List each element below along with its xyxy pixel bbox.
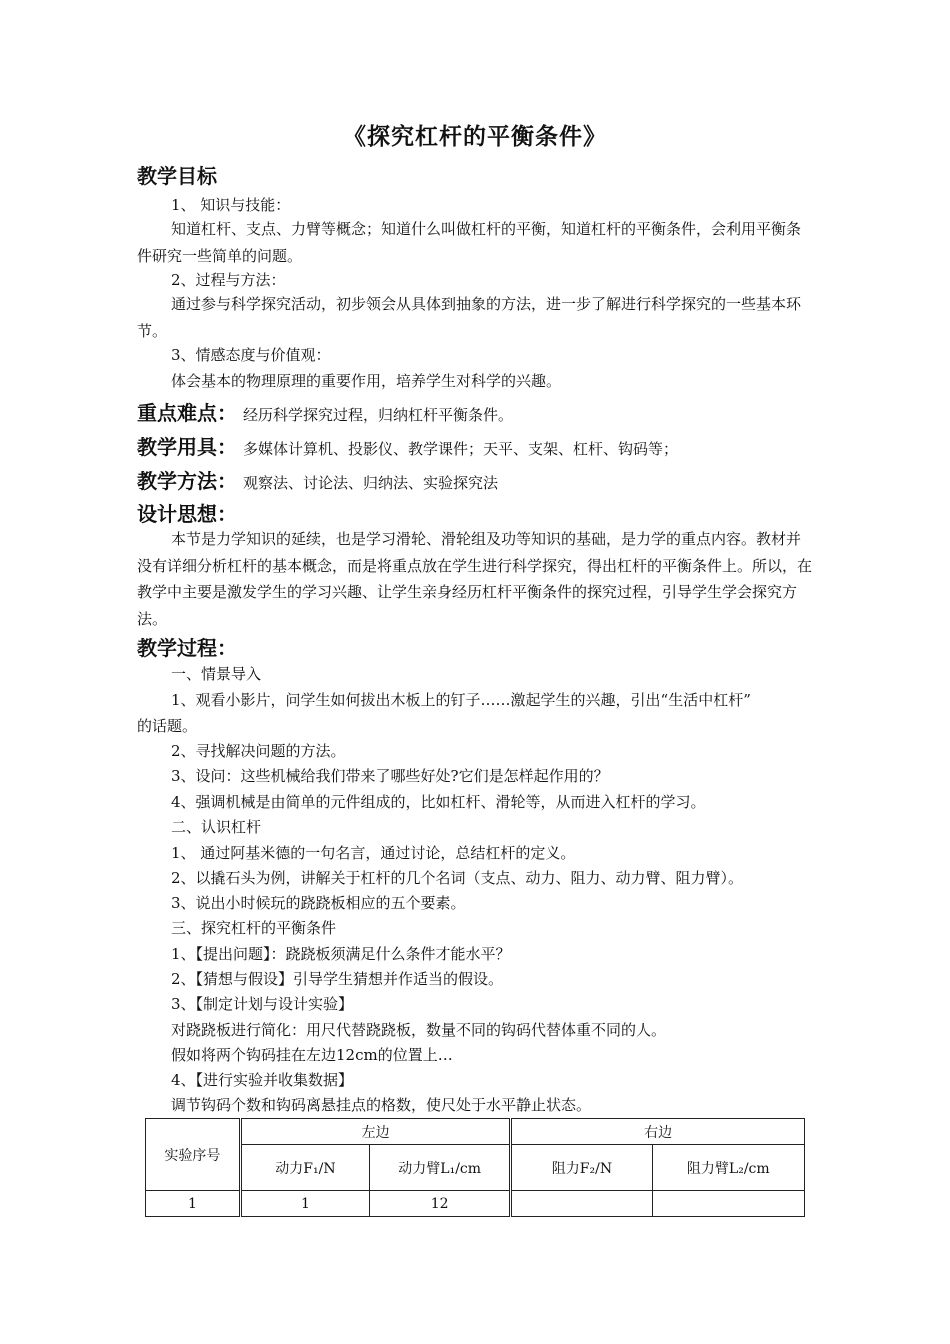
goal-1-text: 知道杠杆、支点、力臂等概念；知道什么叫做杠杆的平衡，知道杠杆的平衡条件，会利用平衡条件研究一些简单的问题。 <box>137 220 802 265</box>
header-left: 左边 <box>240 1119 510 1145</box>
goal-2-label: 2、过程与方法： <box>171 271 286 289</box>
goal-3-label: 3、情感态度与价值观： <box>171 346 331 364</box>
goal-3-text: 体会基本的物理原理的重要作用，培养学生对科学的兴趣。 <box>171 372 562 390</box>
process-s3-4: 4、【进行实验并收集数据】 <box>171 1071 354 1089</box>
process-s1: 一、情景导入 <box>171 665 262 683</box>
heading-process: 教学过程： <box>137 636 237 660</box>
cell-l2 <box>652 1191 804 1217</box>
process-s1-1a: 1、观看小影片，问学生如何拔出木板上的钉子……激起学生的兴趣，引出“生活中杠杆” <box>171 691 751 709</box>
process-s3: 三、探究杠杆的平衡条件 <box>171 919 337 937</box>
cell-f2 <box>511 1191 652 1217</box>
cell-l1: 12 <box>370 1191 511 1217</box>
process-s1-1b: 的话题。 <box>137 717 198 735</box>
header-f1: 动力F₁/N <box>240 1145 369 1191</box>
process-s1-2: 2、寻找解决问题的方法。 <box>171 742 346 760</box>
data-table <box>145 1118 805 1217</box>
table-row <box>146 1191 805 1217</box>
process-s1-4: 4、强调机械是由简单的元件组成的，比如杠杆、滑轮等，从而进入杠杆的学习。 <box>171 793 706 811</box>
process-s3-3: 3、【制定计划与设计实验】 <box>171 995 354 1013</box>
goal-2-text: 通过参与科学探究活动，初步领会从具体到抽象的方法，进一步了解进行科学探究的一些基本环节。 <box>137 295 802 340</box>
cell-f1: 1 <box>240 1191 369 1217</box>
header-f2: 阻力F₂/N <box>511 1145 652 1191</box>
process-s3-4a: 调节钩码个数和钩码离悬挂点的格数，使尺处于水平静止状态。 <box>171 1096 592 1114</box>
process-s1-3: 3、设问：这些机械给我们带来了哪些好处?它们是怎样起作用的？ <box>171 767 609 785</box>
header-l1: 动力臂L₁/cm <box>370 1145 511 1191</box>
tools-text: 多媒体计算机、投影仪、教学课件；天平、支架、杠杆、钩码等； <box>243 440 679 458</box>
process-s3-3b: 假如将两个钩码挂在左边12cm的位置上… <box>171 1046 453 1064</box>
document-title: 《探究杠杆的平衡条件》 <box>343 123 607 150</box>
header-seq: 实验序号 <box>146 1119 241 1191</box>
header-l2: 阻力臂L₂/cm <box>652 1145 804 1191</box>
keypoints-text: 经历科学探究过程，归纳杠杆平衡条件。 <box>243 406 514 424</box>
process-s3-1: 1、【提出问题】：跷跷板须满足什么条件才能水平？ <box>171 945 511 963</box>
header-right: 右边 <box>511 1119 805 1145</box>
methods-text: 观察法、讨论法、归纳法、实验探究法 <box>243 474 499 492</box>
heading-methods: 教学方法： 观察法、讨论法、归纳法、实验探究法 <box>137 469 499 493</box>
heading-tools: 教学用具： 多媒体计算机、投影仪、教学课件；天平、支架、杠杆、钩码等； <box>137 435 679 459</box>
goal-1-label: 1、 知识与技能： <box>171 196 291 214</box>
process-s3-2: 2、【猜想与假设】引导学生猜想并作适当的假设。 <box>171 970 504 988</box>
heading-goals: 教学目标 <box>137 164 217 188</box>
process-s2-2: 2、以撬石头为例，讲解关于杠杆的几个名词（支点、动力、阻力、动力臂、阻力臂）。 <box>171 869 744 887</box>
process-s2: 二、认识杠杆 <box>171 818 262 836</box>
design-text: 本节是力学知识的延续，也是学习滑轮、滑轮组及功等知识的基础，是力学的重点内容。教材并没有详细分析杠杆的基本概念，而是将重点放在学生进行科学探究，得出杠杆的平衡条件上。所以，在教学中主要是激发学生的学习兴趣、让学生亲身经历杠杆平衡条件的探究过程，引导学生学会探究方法。 <box>137 530 813 628</box>
heading-design: 设计思想： <box>137 502 237 526</box>
heading-keypoints: 重点难点： 经历科学探究过程，归纳杠杆平衡条件。 <box>137 401 514 425</box>
cell-seq: 1 <box>146 1191 241 1217</box>
process-s2-1: 1、 通过阿基米德的一句名言，通过讨论，总结杠杆的定义。 <box>171 844 576 862</box>
process-s2-3: 3、说出小时候玩的跷跷板相应的五个要素。 <box>171 894 466 912</box>
process-s3-3a: 对跷跷板进行简化：用尺代替跷跷板，数量不同的钩码代替体重不同的人。 <box>171 1021 667 1039</box>
